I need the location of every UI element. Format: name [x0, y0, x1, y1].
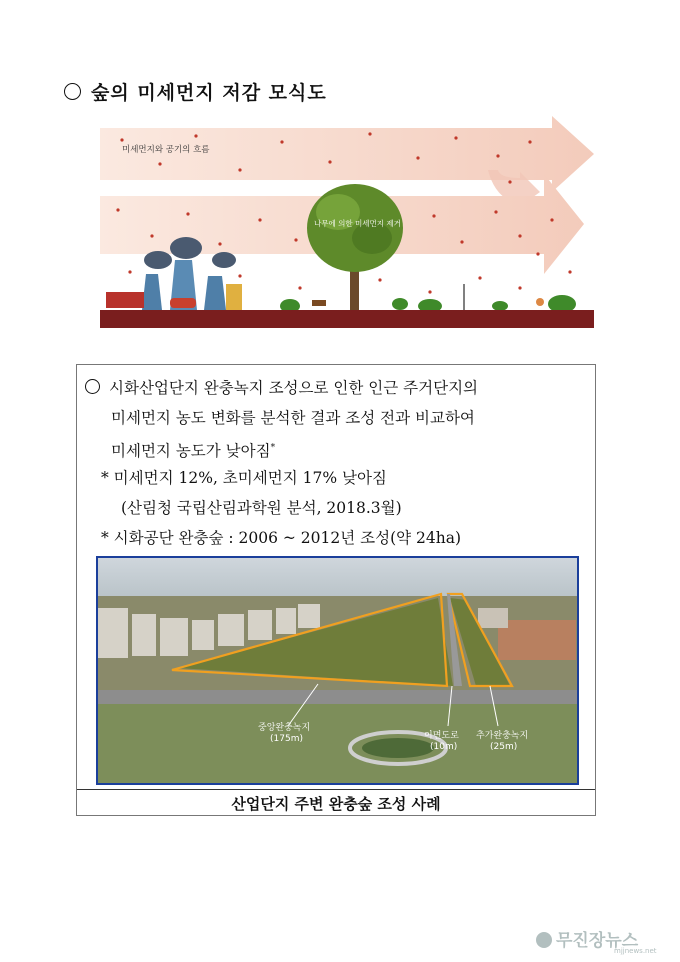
finding-line-2: 미세먼지 농도 변화를 분석한 결과 조성 전과 비교하여: [111, 409, 475, 427]
cyclist-icon: [536, 298, 544, 306]
caption-divider: [77, 789, 595, 790]
tree-crown: [307, 184, 403, 272]
circle-bullet-icon: [64, 83, 81, 100]
finding-line-1: 시화산업단지 완충녹지 조성으로 인한 인근 주거단지의: [85, 373, 478, 403]
note-period: * 시화공단 완충숲 : 2006 ~ 2012년 조성(약 24ha): [101, 529, 462, 547]
circle-bullet-icon: [85, 379, 100, 394]
note-reduction: * 미세먼지 12%, 초미세먼지 17% 낮아짐: [101, 469, 387, 487]
finding-line-3: 미세먼지 농도가 낮아짐*: [111, 442, 276, 461]
label-central-width: (175m): [270, 734, 303, 744]
truck-icon: [106, 292, 144, 308]
label-side-road: 이면도로: [424, 731, 459, 741]
diagram-illustration: [100, 112, 594, 330]
photo-caption: 산업단지 주변 완충숲 조성 사례: [231, 795, 441, 813]
aerial-photo-illustration: [98, 558, 577, 783]
bench-icon: [312, 300, 326, 306]
buffer-forest-photo: [96, 556, 579, 785]
label-side-road-width: (10m): [430, 742, 458, 752]
dust-reduction-diagram: [100, 112, 594, 330]
mountain-logo-icon: [536, 932, 552, 948]
label-added-width: (25m): [490, 742, 518, 752]
car-icon: [170, 298, 196, 308]
findings-box: [76, 364, 596, 816]
ground: [100, 310, 594, 328]
flow-label: 미세먼지와 공기의 흐름: [122, 145, 210, 155]
news-watermark: 무진장뉴스 mjjnews.net: [536, 926, 657, 955]
main-road: [98, 690, 577, 704]
section-title: 숲의 미세먼지 저감 모식도: [64, 78, 327, 105]
note-source: (산림청 국립산림과학원 분석, 2018.3월): [121, 499, 402, 517]
label-central-forest: 중앙완충녹지: [258, 723, 311, 733]
label-added-forest: 추가완충녹지: [476, 731, 529, 741]
tree-label: 나무에 의한 미세먼지 제거: [314, 219, 401, 228]
